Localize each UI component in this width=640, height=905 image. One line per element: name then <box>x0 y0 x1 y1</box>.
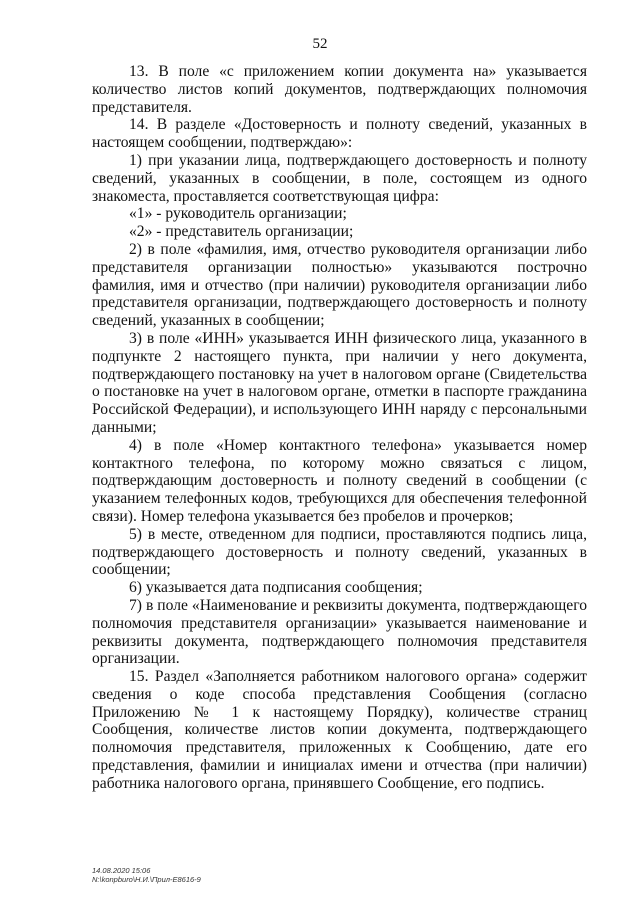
option-2: «2» - представитель организации; <box>129 223 354 241</box>
subparagraph-3: 3) в поле «ИНН» указывается ИНН физического лица, указанного в подпункте 2 настоящего пункта, при наличии у него документа, подтверждающего постановку на учет в налоговом органе (Свидетельства о постановке на учет в налоговом органе, отметки в паспорте гражданина Российской Федерации), и использующего ИНН наряду с персональными данными; <box>92 329 587 436</box>
subparagraph-7: 7) в поле «Наименование и реквизиты документа, подтверждающего полномочия представителя организации» указывается наименование и реквизиты документа, подтверждающего полномочия представителя организации. <box>92 596 587 668</box>
subparagraph-1: 1) при указании лица, подтверждающего достоверность и полноту сведений, указанных в сообщении, в поле, состоящем из одного знакоместа, проставляется соответствующая цифра: <box>92 151 587 205</box>
subparagraph-2: 2) в поле «фамилия, имя, отчество руководителя организации либо представителя организации полностью» указываются построчно фамилия, имя и отчество (при наличии) руководителя организации либо представителя организации, подтверждающего достоверность и полноту сведений, указанных в сообщении; <box>92 240 587 330</box>
subparagraph-6: 6) указывается дата подписания сообщения; <box>129 579 423 597</box>
paragraph-13: 13. В поле «с приложением копии документа на» указывается количество листов копий документов, подтверждающих полномочия представителя. <box>92 63 587 116</box>
option-1: «1» - руководитель организации; <box>129 205 347 223</box>
footer-timestamp: 14.08.2020 15:06 <box>92 866 151 875</box>
footer-stamp <box>92 866 201 884</box>
subparagraph-5: 5) в месте, отведенном для подписи, проставляются подпись лица, подтверждающего достоверность и полноту сведений, указанных в сообщении; <box>92 525 587 579</box>
document-body <box>92 63 587 793</box>
footer-file-path: N:\konpburo\Н.И.\Прил-Е8616-9 <box>92 875 201 884</box>
paragraph-15: 15. Раздел «Заполняется работником налогового органа» содержит сведения о коде способа представления Сообщения (согласно Приложению № 1 к настоящему Порядку), количестве страниц Сообщения, количестве листов копии документа, подтверждающего полномочия представителя, приложенных к Сообщению, дате его представления, фамилии и инициалах имени и отчества (при наличии) работника налогового органа, принявшего Сообщение, его подпись. <box>92 668 587 792</box>
subparagraph-4: 4) в поле «Номер контактного телефона» указывается номер контактного телефона, по которому можно связаться с лицом, подтверждающим достоверность и полноту сведений в сообщении (с указанием телефонных кодов, требующихся для обеспечения телефонной связи). Номер телефона указывается без пробелов и прочерков; <box>92 436 587 525</box>
page-number: 52 <box>312 36 328 52</box>
paragraph-14: 14. В разделе «Достоверность и полноту сведений, указанных в настоящем сообщении, подтверждаю»: <box>92 116 587 152</box>
